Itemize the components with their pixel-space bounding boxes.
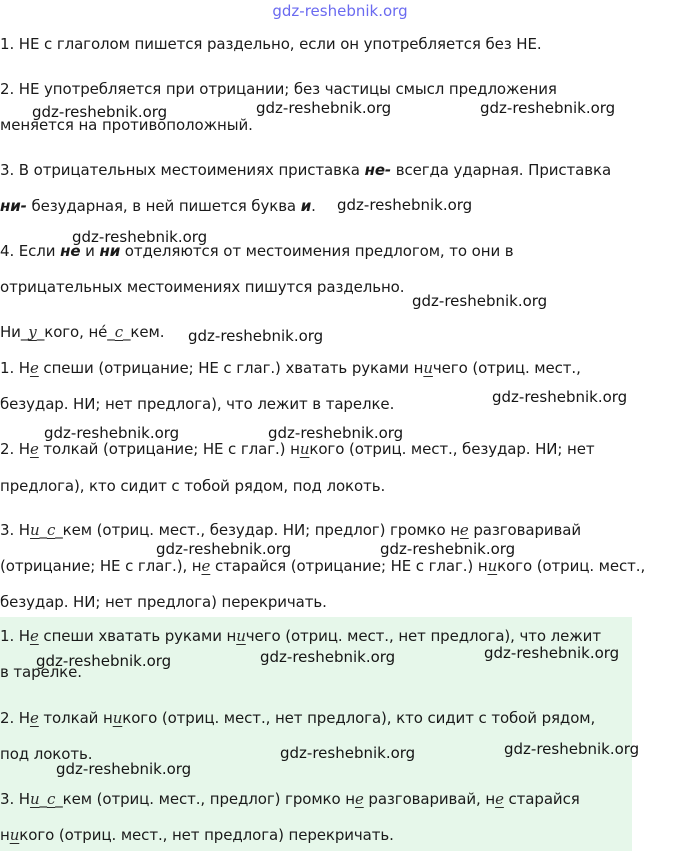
- text: чего (отриц. мест., нет предлога), что лежит: [245, 627, 601, 645]
- watermark: gdz-reshebnik.org: [44, 424, 180, 442]
- text: 3. Н: [0, 790, 30, 808]
- text: безудар. НИ; нет предлога) перекричать.: [0, 593, 327, 611]
- underlined-letter: е: [201, 557, 211, 575]
- watermark-top: gdz-reshebnik.org: [272, 2, 408, 20]
- watermark: gdz-reshebnik.org: [484, 644, 620, 662]
- text: (отрицание; НЕ с глаг.), н: [0, 557, 202, 575]
- text: старайся (отрицание; НЕ с глаг.) н: [210, 557, 488, 575]
- answer-2-line-1: [0, 708, 595, 728]
- text: толкай н: [38, 709, 113, 727]
- letter-i-bold: и: [300, 197, 312, 215]
- text: толкай (отрицание; НЕ с глаг.) н: [38, 440, 300, 458]
- analysis-3-line-3: [0, 592, 327, 612]
- text: 2. Н: [0, 440, 30, 458]
- rule-2-line-1: [0, 79, 557, 99]
- text: кого (отриц. мест., нет предлога) перекричать.: [19, 826, 394, 844]
- watermark: gdz-reshebnik.org: [412, 292, 548, 310]
- rule-4-and: и: [80, 242, 100, 260]
- watermark: gdz-reshebnik.org: [72, 228, 208, 246]
- underlined-letter: е: [29, 627, 39, 645]
- example-part-2: _кого, не́_: [36, 323, 115, 341]
- text: чего (отриц. мест.,: [432, 359, 581, 377]
- underlined-letter: е: [29, 359, 39, 377]
- analysis-1-line-2: [0, 394, 394, 414]
- watermark: gdz-reshebnik.org: [256, 99, 392, 117]
- watermark: gdz-reshebnik.org: [504, 740, 640, 758]
- rule-1-text: 1. НЕ с глаголом пишется раздельно, если он употребляется без НЕ.: [0, 35, 542, 53]
- example-part-1: Ни_: [0, 323, 29, 341]
- underlined-letter: е: [354, 790, 364, 808]
- example-letter-u: у: [28, 323, 37, 341]
- text: спеши хватать руками н: [38, 627, 237, 645]
- analysis-2-line-2: [0, 476, 385, 496]
- watermark: gdz-reshebnik.org: [36, 652, 172, 670]
- text: _кем (отриц. мест., безудар. НИ; предлог) громко н: [55, 521, 460, 539]
- underlined-letter: и: [112, 709, 123, 727]
- rule-2-text-1: 2. НЕ употребляется при отрицании; без частицы смысл предложения: [0, 80, 557, 98]
- text: _: [39, 521, 47, 539]
- underlined-letter: е: [459, 521, 469, 539]
- watermark: gdz-reshebnik.org: [492, 388, 628, 406]
- rule-4-line-2: [0, 277, 404, 297]
- text: безудар. НИ; нет предлога), что лежит в тарелке.: [0, 395, 395, 413]
- analysis-1-line-1: [0, 358, 581, 378]
- underlined-letter: е: [29, 709, 39, 727]
- rule-3-line-2: [0, 196, 316, 216]
- underlined-letter: и: [29, 790, 40, 808]
- text: 3. Н: [0, 521, 30, 539]
- answer-3-line-2: [0, 825, 394, 845]
- underlined-letter: е: [495, 790, 504, 808]
- text: _: [39, 790, 47, 808]
- watermark: gdz-reshebnik.org: [32, 103, 168, 121]
- watermark: gdz-reshebnik.org: [56, 760, 192, 778]
- rule-4-text-c: отрицательных местоимениях пишутся раздельно.: [0, 278, 405, 296]
- analysis-2-line-1: [0, 439, 595, 459]
- underlined-letter: и: [299, 440, 310, 458]
- answer-1-line-1: [0, 626, 601, 646]
- watermark: gdz-reshebnik.org: [480, 99, 616, 117]
- example-part-3: _кем.: [123, 323, 165, 341]
- rule-4-text-a: 4. Если: [0, 242, 61, 260]
- watermark: gdz-reshebnik.org: [260, 648, 396, 666]
- text: 1. Н: [0, 627, 30, 645]
- prefix-ni-bold: ни-: [0, 197, 27, 215]
- watermark: gdz-reshebnik.org: [188, 327, 324, 345]
- rule-2-text-2: меняется на противоположный.: [0, 116, 253, 134]
- rule-3-text-d: .: [311, 197, 316, 215]
- watermark: gdz-reshebnik.org: [380, 540, 516, 558]
- example-letter-s: с: [114, 323, 124, 341]
- underlined-letter: и: [29, 521, 40, 539]
- ne-bold: не: [60, 242, 81, 260]
- answer-3-line-1: [0, 789, 580, 809]
- underlined-letter: с: [46, 521, 56, 539]
- underlined-letter: и: [423, 359, 433, 377]
- analysis-3-line-2: [0, 556, 645, 576]
- text: н: [0, 826, 10, 844]
- watermark: gdz-reshebnik.org: [280, 744, 416, 762]
- watermark: gdz-reshebnik.org: [337, 196, 473, 214]
- watermark: gdz-reshebnik.org: [156, 540, 292, 558]
- rule-3-text-a: 3. В отрицательных местоимениях приставка: [0, 161, 365, 179]
- text: кого (отриц. мест.,: [497, 557, 646, 575]
- text: 2. Н: [0, 709, 30, 727]
- underlined-letter: и: [487, 557, 498, 575]
- underlined-letter: и: [236, 627, 246, 645]
- text: предлога), кто сидит с тобой рядом, под локоть.: [0, 477, 386, 495]
- text: старайся: [503, 790, 580, 808]
- text: кого (отриц. мест., безудар. НИ; нет: [309, 440, 595, 458]
- rule-3-text-c: безударная, в ней пишется буква: [26, 197, 301, 215]
- underlined-letter: е: [29, 440, 39, 458]
- text: _кем (отриц. мест., предлог) громко н: [55, 790, 355, 808]
- text: кого (отриц. мест., нет предлога), кто сидит с тобой рядом,: [122, 709, 596, 727]
- text: в тарелке.: [0, 663, 82, 681]
- underlined-letter: с: [46, 790, 56, 808]
- analysis-3-line-1: [0, 520, 581, 540]
- rule-4-text-b: отделяются от местоимения предлогом, то они в: [120, 242, 514, 260]
- watermark: gdz-reshebnik.org: [268, 424, 404, 442]
- rule-3-line-1: [0, 160, 611, 180]
- text: разговаривай: [468, 521, 582, 539]
- text: разговаривай, н: [363, 790, 496, 808]
- rule-3-text-b: всегда ударная. Приставка: [391, 161, 612, 179]
- rule-1: [0, 34, 542, 54]
- text: 1. Н: [0, 359, 30, 377]
- ni-bold: ни: [99, 242, 121, 260]
- text: под локоть.: [0, 745, 93, 763]
- example-line: [0, 322, 164, 342]
- prefix-ne-bold: не-: [364, 161, 392, 179]
- text: спеши (отрицание; НЕ с глаг.) хватать руками н: [38, 359, 424, 377]
- underlined-letter: и: [9, 826, 20, 844]
